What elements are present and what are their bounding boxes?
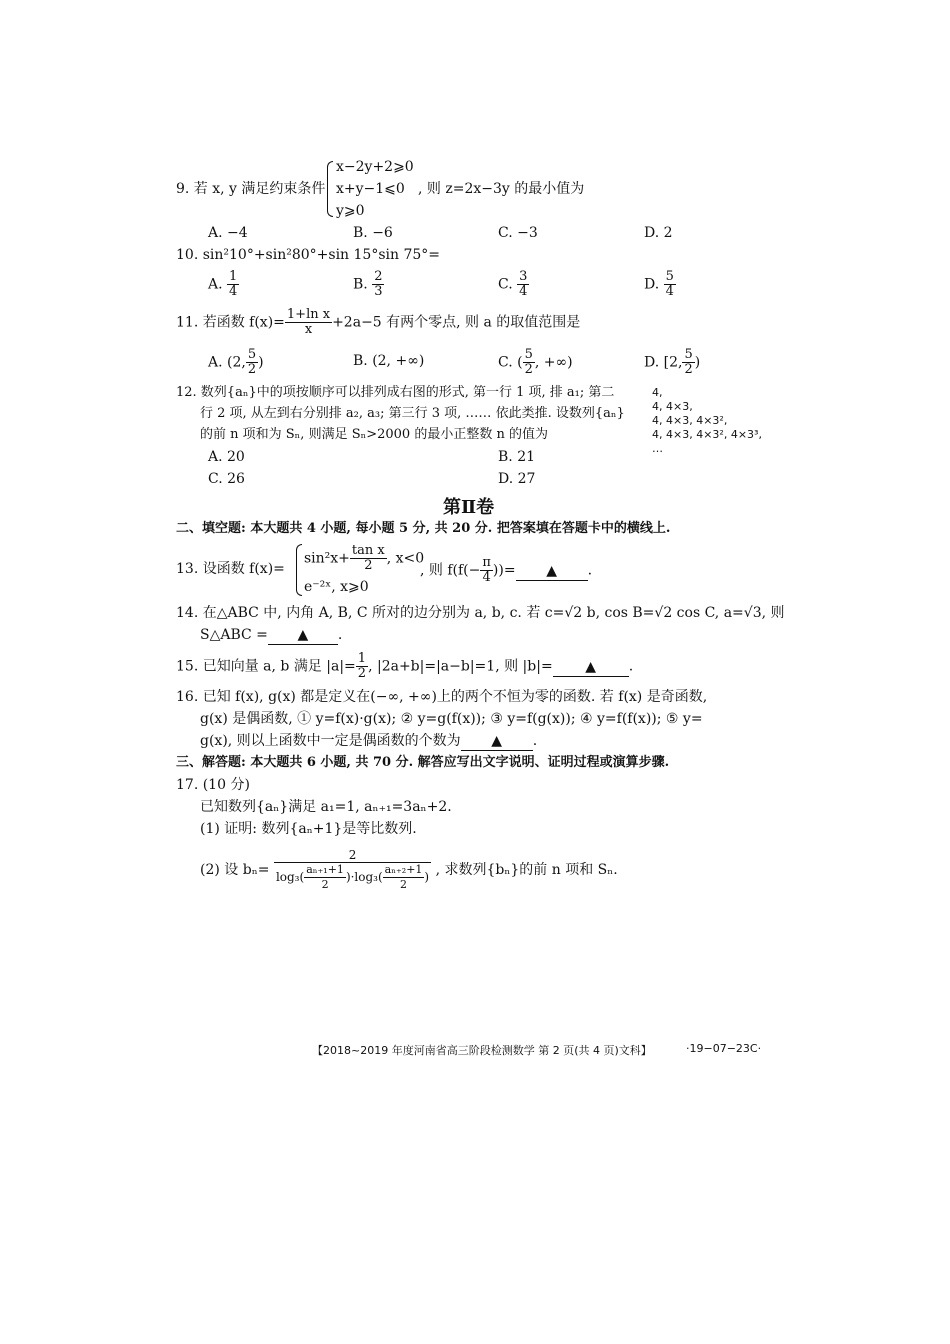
q17-part-2: (2) 设 bₙ= 2 log₃( $\frac{\text{aₙ₊₁+1}}{2}$ )·log₃( $\frac{\text{aₙ₊₂+1}}{2}$ ) , 求数列{bₙ}的前 n 项和 Sₙ. (200, 848, 618, 891)
answer-mark-icon: ▲ (491, 733, 503, 749)
q10-option-a: A. $\frac{1}{4}$ (208, 269, 238, 299)
q12-line-3: 的前 n 项和为 Sₙ, 则满足 Sₙ>2000 的最小正整数 n 的值为 (200, 427, 548, 442)
q13-case-2: e⁻²ˣ, x⩾0 (304, 579, 369, 595)
q15-answer-blank[interactable] (553, 658, 629, 677)
q10-option-b: B. $\frac{2}{3}$ (353, 269, 383, 299)
q9-option-a: A. −4 (208, 225, 248, 241)
answer-mark-icon: ▲ (546, 562, 557, 579)
q9-option-c: C. −3 (498, 225, 538, 241)
q12-option-a: A. 20 (208, 449, 245, 465)
q12-option-b: B. 21 (498, 449, 536, 465)
q12-option-d: D. 27 (498, 471, 536, 487)
q12-figure-row-5: … (652, 442, 663, 455)
part-2-title: 第Ⅱ卷 (443, 497, 495, 518)
q16-line-2: g(x) 是偶函数, ① y=f(x)·g(x); ② y=g(f(x)); ③ y=f(g(x)); ④ y=f(f(x)); ⑤ y= (200, 711, 703, 727)
q13-suffix: , 则 f(f(− $\frac{\pi}{4}$ ))= ▲ . (420, 555, 593, 585)
q17-given: 已知数列{aₙ}满足 a₁=1, aₙ₊₁=3aₙ+2. (200, 799, 452, 815)
q12-figure-row-1: 4, (652, 386, 663, 399)
q12-line-2: 行 2 项, 从左到右分别排 a₂, a₃; 第三行 3 项, …… 依此类推. 设数列{aₙ} (200, 406, 625, 421)
q9-option-b: B. −6 (353, 225, 393, 241)
q9-constraint-3: y⩾0 (336, 203, 365, 219)
q12-line-1: 12. 数列{aₙ}中的项按顺序可以排列成右图的形式, 第一行 1 项, 排 a₁; 第二 (176, 385, 615, 400)
q9-suffix: , 则 z=2x−3y 的最小值为 (418, 181, 585, 197)
q14-line-1: 14. 在△ABC 中, 内角 A, B, C 所对的边分别为 a, b, c. 若 c=√2 b, cos B=√2 cos C, a=√3, 则 (176, 605, 785, 621)
q15-stem: 15. 已知向量 a, b 满足 |a|= $\frac{1}{2}$ , |2a+b|=|a−b|=1, 则 |b|= ▲ . (176, 651, 634, 681)
q13-brace (296, 544, 302, 596)
q11-option-d: D. [2, $\frac{5}{2}$ ) (644, 347, 701, 377)
q16-line-3: g(x), 则以上函数中一定是偶函数的个数为 ▲ . (200, 733, 538, 749)
q16-answer-blank[interactable] (461, 732, 533, 751)
section-2-heading: 二、填空题: 本大题共 4 小题, 每小题 5 分, 共 20 分. 把答案填在答题卡中的横线上. (176, 521, 671, 536)
q9-option-d: D. 2 (644, 225, 673, 241)
q12-option-c: C. 26 (208, 471, 245, 487)
footer-left: 【2018~2019 年度河南省高三阶段检测数学 第 2 页(共 4 页)文科】 (312, 1044, 652, 1057)
q13-prefix: 13. 设函数 f(x)= (176, 561, 285, 577)
section-3-heading: 三、解答题: 本大题共 6 小题, 共 70 分. 解答应写出文字说明、证明过程或演算步骤. (176, 755, 670, 770)
q12-figure-row-4: 4, 4×3, 4×3², 4×3³, (652, 428, 762, 441)
q11-stem: 11. 若函数 f(x)= $\frac{\text{1+ln x}}{x}$ +2a−5 有两个零点, 则 a 的取值范围是 (176, 307, 581, 337)
q12-figure-row-2: 4, 4×3, (652, 400, 693, 413)
q13-answer-blank[interactable] (516, 562, 588, 581)
q9-stem: 9. 若 x, y 满足约束条件 (176, 181, 326, 197)
q14-line-2: S△ABC = ▲ . (200, 627, 343, 643)
answer-mark-icon: ▲ (585, 658, 597, 675)
q17-part-1: (1) 证明: 数列{aₙ+1}是等比数列. (200, 821, 417, 837)
q11-option-c: C. ( $\frac{5}{2}$ , +∞) (498, 347, 573, 377)
q10-option-c: C. $\frac{3}{4}$ (498, 269, 528, 299)
q10-option-d: D. $\frac{5}{4}$ (644, 269, 674, 299)
answer-mark-icon: ▲ (297, 627, 309, 643)
q13-case-1: sin²x+ $\frac{\text{tan x}}{2}$ , x<0 (304, 543, 425, 573)
q16-line-1: 16. 已知 f(x), g(x) 都是定义在(−∞, +∞)上的两个不恒为零的函数. 若 f(x) 是奇函数, (176, 689, 708, 705)
footer-right: ·19−07−23C· (686, 1042, 762, 1055)
q9-constraint-1: x−2y+2⩾0 (336, 159, 414, 175)
q11-option-a: A. (2, $\frac{5}{2}$ ) (208, 347, 264, 377)
q14-answer-blank[interactable] (268, 626, 338, 645)
q17-head: 17. (10 分) (176, 777, 250, 793)
q9-constraint-2: x+y−1⩽0 (336, 181, 405, 197)
q11-option-b: B. (2, +∞) (353, 353, 425, 369)
q9-brace (327, 161, 333, 217)
q10-stem: 10. sin²10°+sin²80°+sin 15°sin 75°= (176, 247, 441, 263)
q12-figure-row-3: 4, 4×3, 4×3², (652, 414, 728, 427)
